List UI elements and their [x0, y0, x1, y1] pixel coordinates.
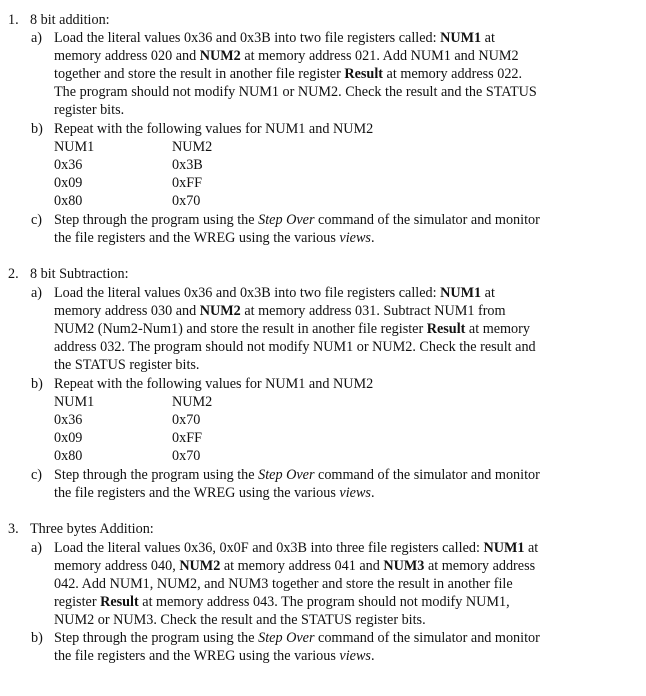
text-line: Step through the program using the Step Over command of the simulator and monitor [54, 630, 540, 646]
text-line: The program should not modify NUM1 or NUM2. Check the result and the STATUS [54, 84, 537, 100]
text-line: Load the literal values 0x36 and 0x3B into two file registers called: NUM1 at [54, 30, 495, 46]
part-label: c) [31, 212, 43, 228]
text-line: register bits. [54, 102, 125, 118]
table-cell: 0x3B [172, 157, 203, 173]
question-number: 1. [8, 12, 19, 28]
text-line: 042. Add NUM1, NUM2, and NUM3 together and store the result in another file [54, 576, 513, 592]
text-line: memory address 020 and NUM2 at memory address 021. Add NUM1 and NUM2 [54, 48, 519, 64]
part-label: a) [31, 285, 43, 301]
column-header: NUM1 [54, 139, 95, 155]
part-label: b) [31, 121, 43, 137]
column-header: NUM1 [54, 394, 95, 410]
text-line: NUM2 (Num2-Num1) and store the result in another file register Result at memory [54, 321, 530, 337]
column-header: NUM2 [172, 139, 213, 155]
part-text: Repeat with the following values for NUM1 and NUM2 [54, 376, 374, 392]
table-cell: 0x70 [172, 193, 201, 209]
part-label: b) [31, 630, 43, 646]
part-text [54, 466, 602, 502]
part-text: Repeat with the following values for NUM1 and NUM2 [54, 121, 374, 137]
part-text [54, 629, 602, 665]
text-line: memory address 040, NUM2 at memory address 041 and NUM3 at memory address [54, 558, 536, 574]
table-cell: 0x09 [54, 430, 83, 446]
question-title: 8 bit Subtraction: [30, 266, 129, 282]
text-line: together and store the result in another file register Result at memory address 022. [54, 66, 523, 82]
table-cell: 0xFF [172, 430, 202, 446]
table-cell: 0xFF [172, 175, 202, 191]
table-cell: 0x80 [54, 193, 83, 209]
text-line: NUM2 or NUM3. Check the result and the STATUS register bits. [54, 612, 426, 628]
question-title: Three bytes Addition: [30, 521, 154, 537]
table-cell: 0x70 [172, 448, 201, 464]
part-text [54, 539, 602, 629]
column-header: NUM2 [172, 394, 213, 410]
part-text [54, 29, 602, 119]
text-line: the STATUS register bits. [54, 357, 200, 373]
table-cell: 0x70 [172, 412, 201, 428]
part-label: b) [31, 376, 43, 392]
part-text [54, 284, 602, 374]
text-line: Load the literal values 0x36, 0x0F and 0x3B into three file registers called: NUM1 at [54, 540, 539, 556]
part-label: a) [31, 30, 43, 46]
text-line: the file registers and the WREG using the various views. [54, 648, 375, 664]
part-label: a) [31, 540, 43, 556]
text-line: Step through the program using the Step Over command of the simulator and monitor [54, 212, 540, 228]
table-cell: 0x80 [54, 448, 83, 464]
text-line: Step through the program using the Step Over command of the simulator and monitor [54, 467, 540, 483]
text-line: register Result at memory address 043. The program should not modify NUM1, [54, 594, 510, 610]
text-line: Load the literal values 0x36 and 0x3B into two file registers called: NUM1 at [54, 285, 495, 301]
text-line: the file registers and the WREG using the various views. [54, 230, 375, 246]
question-number: 2. [8, 266, 19, 282]
text-line: memory address 030 and NUM2 at memory address 031. Subtract NUM1 from [54, 303, 506, 319]
text-line: the file registers and the WREG using the various views. [54, 485, 375, 501]
table-cell: 0x36 [54, 157, 83, 173]
question-title: 8 bit addition: [30, 12, 110, 28]
table-cell: 0x09 [54, 175, 83, 191]
part-text [54, 211, 602, 247]
question-number: 3. [8, 521, 19, 537]
table-cell: 0x36 [54, 412, 83, 428]
part-label: c) [31, 467, 43, 483]
text-line: address 032. The program should not modify NUM1 or NUM2. Check the result and [54, 339, 536, 355]
